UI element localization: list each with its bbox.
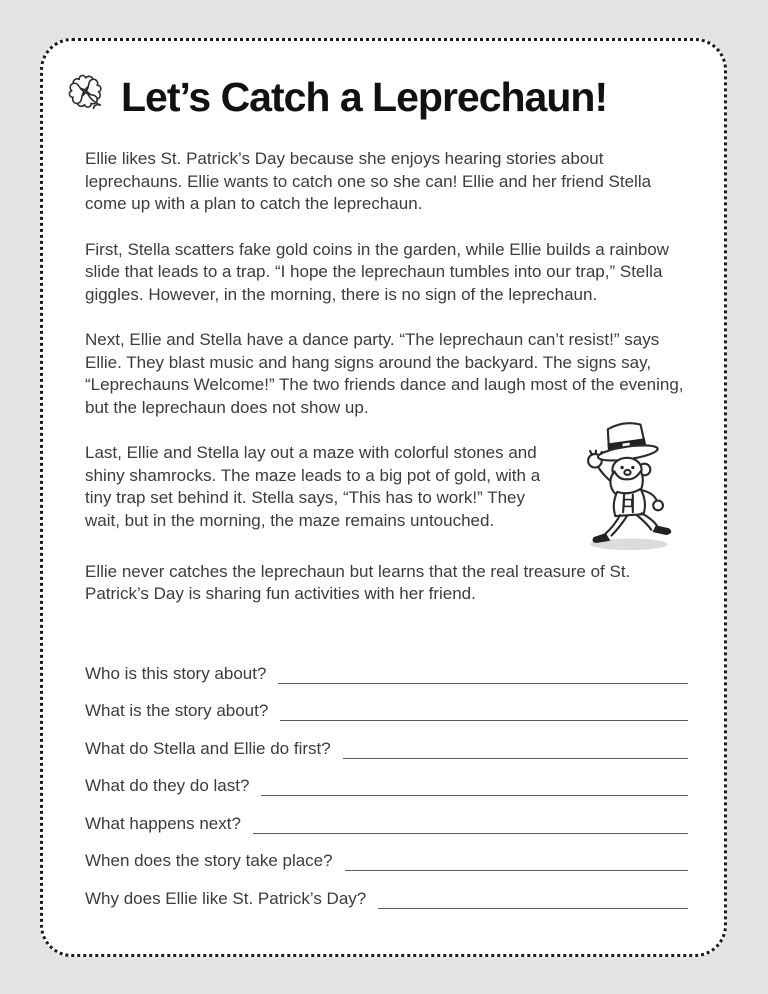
answer-blank-3[interactable] xyxy=(343,736,688,759)
four-leaf-clover-icon xyxy=(63,69,111,121)
story-paragraph-3: Next, Ellie and Stella have a dance party. “The leprechaun can’t resist!” says Ellie. They blast music and hang signs around the backyard. The signs say, “Leprechauns Welcome!” The two friends dance and laugh most of the evening, but the leprechaun does not show up. xyxy=(85,330,684,417)
page-title: Let’s Catch a Leprechaun! xyxy=(121,73,608,120)
story-text xyxy=(43,121,724,606)
answer-blank-4[interactable] xyxy=(261,773,688,796)
worksheet-page xyxy=(40,38,727,957)
story-paragraph-4: Last, Ellie and Stella lay out a maze with colorful stones and shiny shamrocks. The maze leads to a big pot of gold, with a tiny trap set behind it. Stella says, “This has to work!” They wait, but in the morning, the maze remains untouched. xyxy=(85,443,541,530)
question-label: What happens next? xyxy=(85,813,241,833)
question-row-3 xyxy=(85,736,688,759)
question-row-2 xyxy=(85,698,688,721)
answer-blank-7[interactable] xyxy=(378,886,688,909)
question-row-4 xyxy=(85,773,688,796)
answer-blank-6[interactable] xyxy=(345,848,688,871)
story-paragraph-1: Ellie likes St. Patrick’s Day because she enjoys hearing stories about leprechauns. Ellie wants to catch one so she can! Ellie and her friend Stella come up with a plan to catch the leprechaun. xyxy=(85,149,652,213)
story-paragraph-5: Ellie never catches the leprechaun but learns that the real treasure of St. Patrick’s Day is sharing fun activities with her friend. xyxy=(85,561,631,603)
answer-blank-1[interactable] xyxy=(278,661,688,684)
answer-blank-2[interactable] xyxy=(280,698,688,721)
question-row-1 xyxy=(85,661,688,684)
answer-blank-5[interactable] xyxy=(253,811,688,834)
question-label: What do Stella and Ellie do first? xyxy=(85,738,331,758)
question-label: Why does Ellie like St. Patrick’s Day? xyxy=(85,888,367,908)
story-paragraph-4-row xyxy=(85,442,688,561)
questions-section xyxy=(43,629,724,909)
running-leprechaun-illustration xyxy=(566,418,688,561)
question-row-5 xyxy=(85,811,688,834)
question-label: When does the story take place? xyxy=(85,851,333,870)
question-label: Who is this story about? xyxy=(85,663,267,683)
story-paragraph-2: First, Stella scatters fake gold coins in the garden, while Ellie builds a rainbow slide that leads to a trap. “I hope the leprechaun tumbles into our trap,” Stella giggles. However, in the morning, there is no sign of the leprechaun. xyxy=(85,239,669,304)
question-label: What do they do last? xyxy=(85,776,250,795)
question-row-7 xyxy=(85,886,688,909)
title-row xyxy=(43,41,724,121)
question-label: What is the story about? xyxy=(85,701,269,720)
question-row-6 xyxy=(85,848,688,871)
